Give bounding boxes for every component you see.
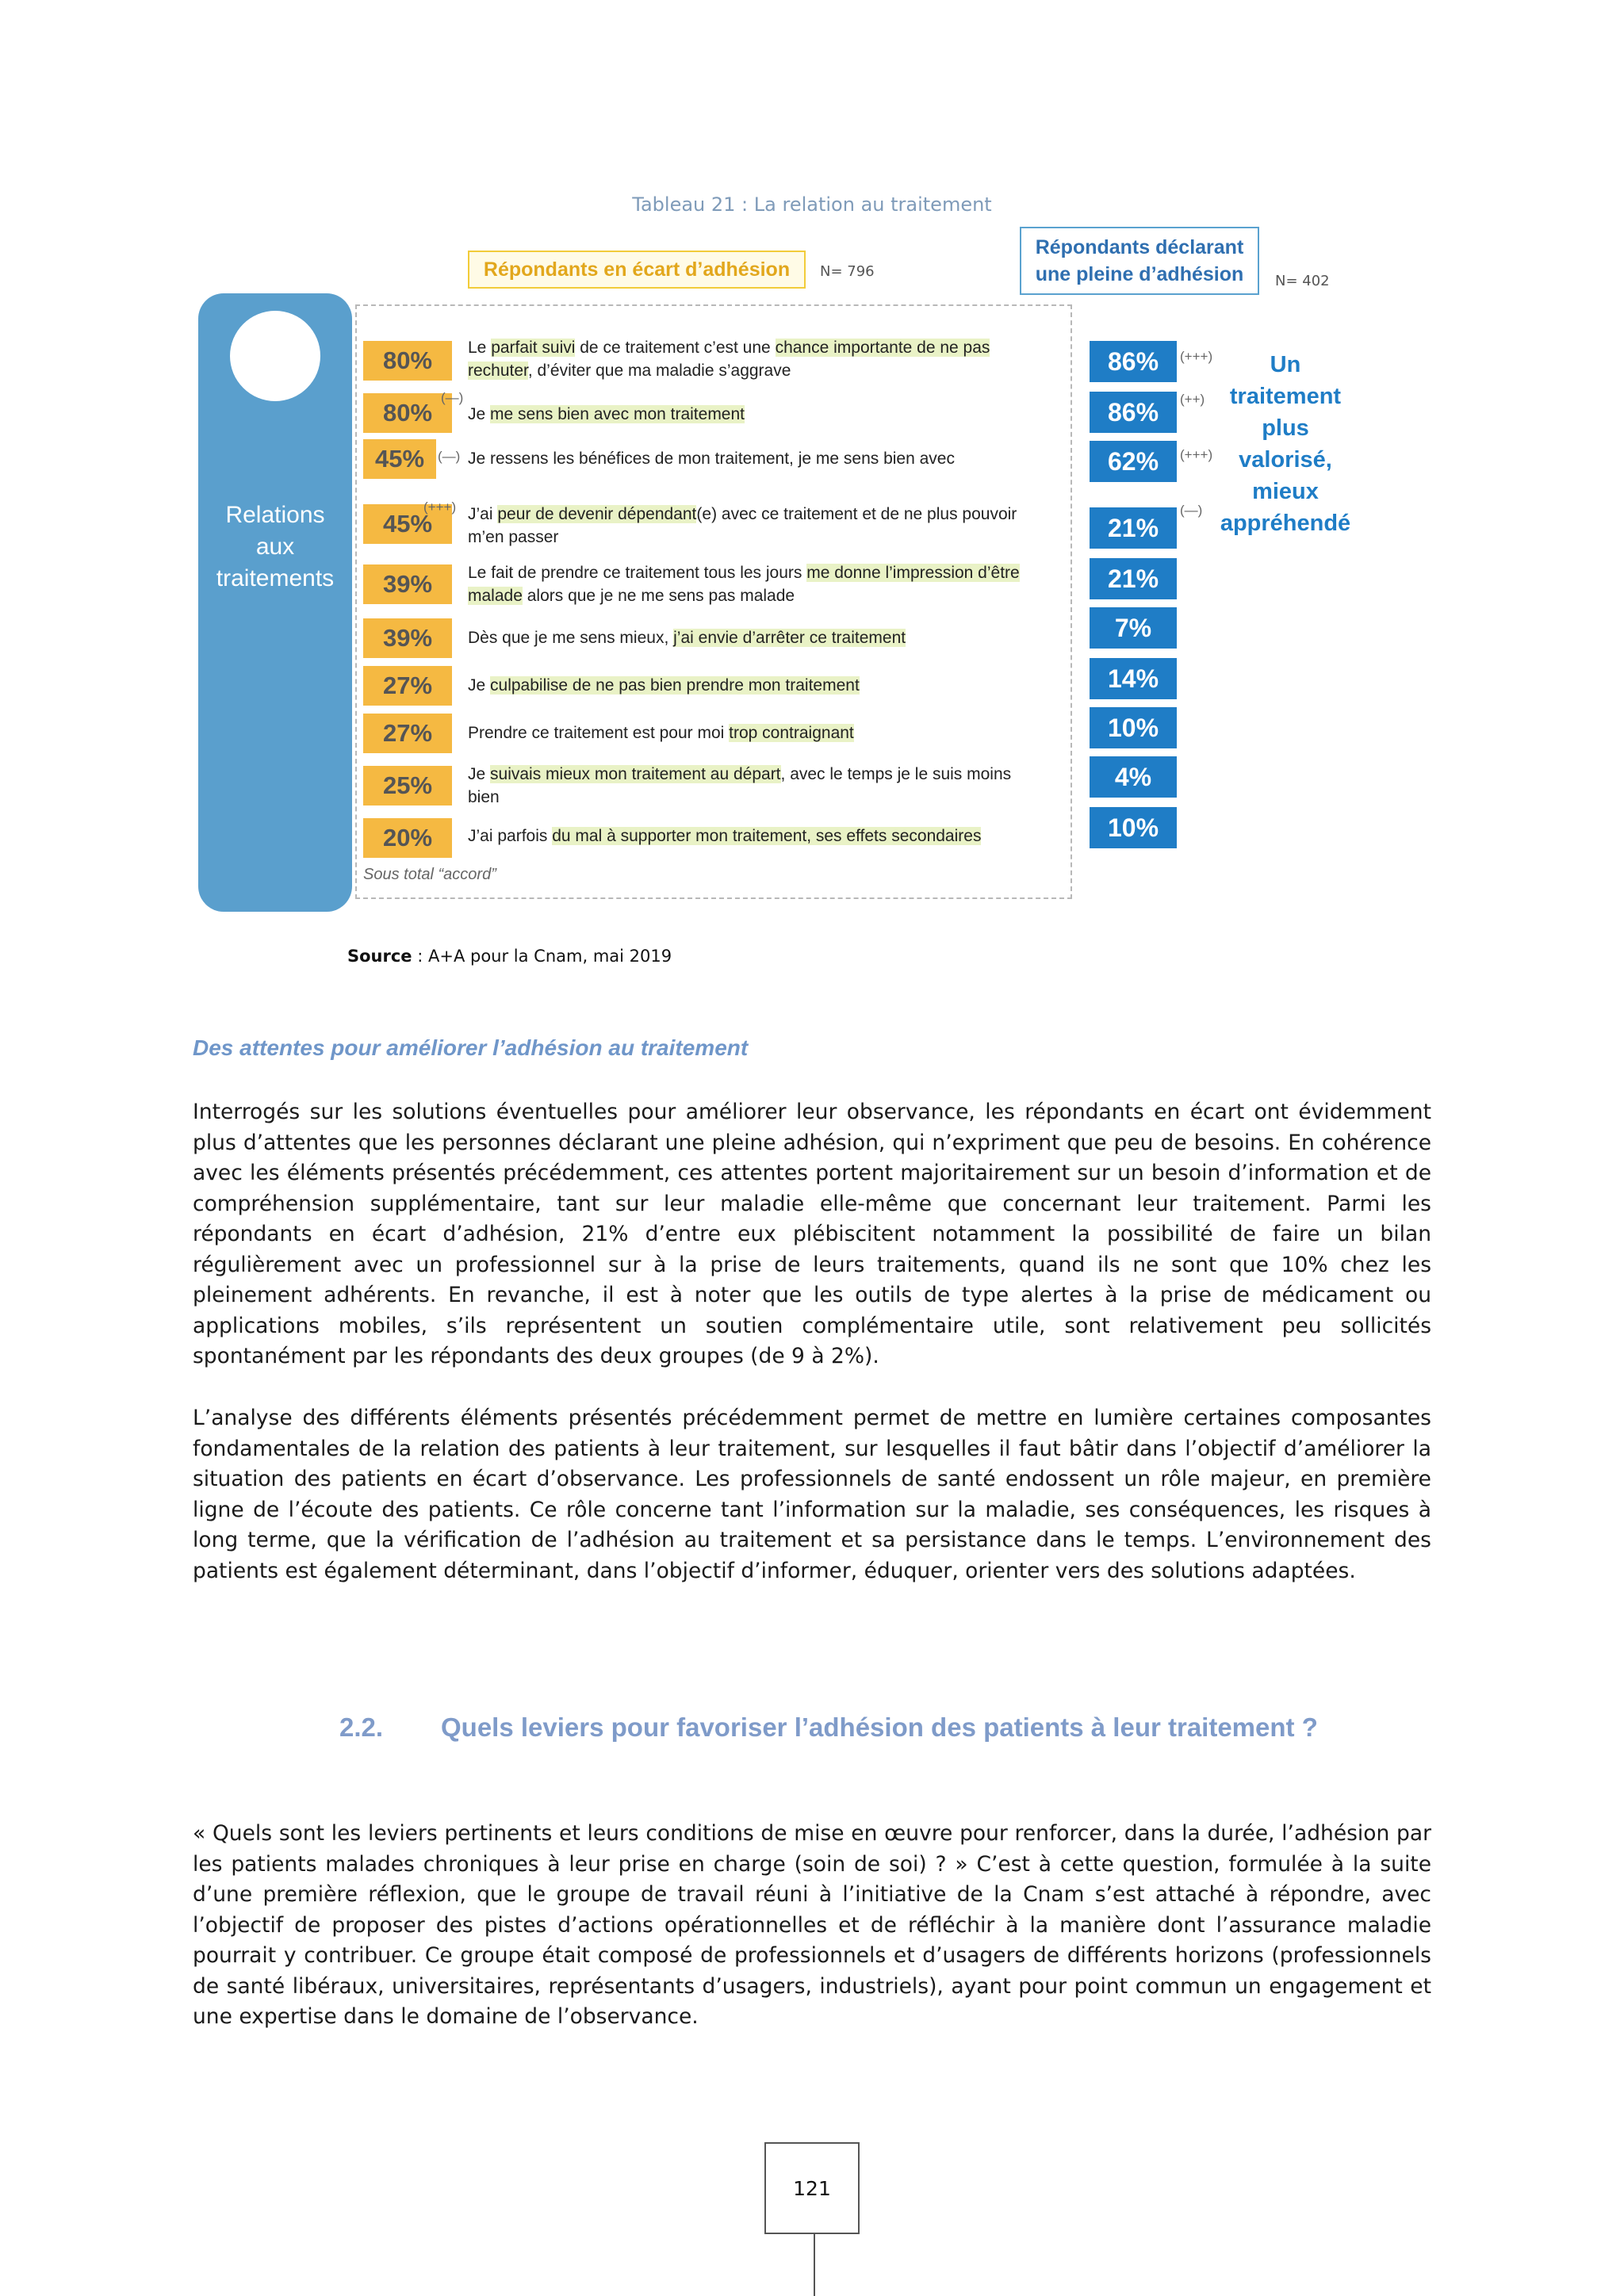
statement-4: J’ai peur de devenir dépendant(e) avec ce traitement et de ne plus pouvoir m’en passer xyxy=(468,505,1017,546)
statement-3: Je ressens les bénéfices de mon traitement, je me sens bien avec xyxy=(468,450,955,468)
statement-9: Je suivais mieux mon traitement au départ, avec le temps je le suis moins bien xyxy=(468,765,1012,806)
right-pct: 86% xyxy=(1090,341,1177,382)
paragraph-3: « Quels sont les leviers pertinents et leurs conditions de mise en œuvre pour renforcer, dans la durée, l’adhésion par les patients malades chroniques à leur prise en charge (soin de soi) ? » C’est à cette question, formulée à la suite d’une première réflexion, que le groupe de travail réuni à l’initiative de la Cnam s’est attaché à répondre, avec l’objectif de proposer des pistes d’actions opérationnelles et de réfléchir à la manière dont l’assurance maladie pourrait y contribuer. Ce groupe était composé de professionnels et d’usagers de différents horizons (professionnels de santé libéraux, universitaires, représentants d’usagers, industriels), ayant pour point commun un engagement et une expertise dans le domaine de l’observance. xyxy=(193,1821,1431,2029)
right-side-note xyxy=(1210,349,1361,539)
left-group-label: Répondants en écart d’adhésion xyxy=(468,251,806,289)
left-group-n: N= 796 xyxy=(820,263,875,280)
right-pct: 86% xyxy=(1090,392,1177,433)
right-note-line5: mieux xyxy=(1252,479,1319,504)
right-note-line2: traitement xyxy=(1229,384,1342,409)
left-pct: 80% xyxy=(363,341,452,381)
section-title: Des attentes pour améliorer l’adhésion au traitement xyxy=(193,1035,749,1060)
right-pct: 14% xyxy=(1090,658,1177,699)
page-number-line xyxy=(814,2234,815,2296)
right-note-line3: plus xyxy=(1262,415,1309,441)
statement-8: Prendre ce traitement est pour moi trop contraignant xyxy=(468,724,854,742)
section2-title: Quels leviers pour favoriser l’adhésion des patients à leur traitement ? xyxy=(441,1712,1318,1742)
right-group-n: N= 402 xyxy=(1275,273,1330,289)
side-label-line1: Relations xyxy=(225,502,325,528)
right-group-label-line2: une pleine d’adhésion xyxy=(1035,263,1244,285)
left-pct: 45% xyxy=(363,439,436,479)
left-pct: 39% xyxy=(363,618,452,658)
side-panel xyxy=(198,293,352,912)
statement-7: Je culpabilise de ne pas bien prendre mon traitement xyxy=(468,676,860,695)
statement-5: Le fait de prendre ce traitement tous les jours me donne l’impression d’être malade alors que je ne me sens pas malade xyxy=(468,564,1020,605)
right-pct: 4% xyxy=(1090,756,1177,798)
right-note-line4: valorisé, xyxy=(1239,447,1332,473)
source-label: Source xyxy=(347,947,412,966)
left-pct: 25% xyxy=(363,766,452,806)
right-pct: 10% xyxy=(1090,707,1177,748)
source-text: : A+A pour la Cnam, mai 2019 xyxy=(412,947,672,966)
section2-number: 2.2. xyxy=(339,1712,384,1742)
right-mark: (—) xyxy=(1180,503,1203,518)
statement-6: Dès que je me sens mieux, j’ai envie d’arrêter ce traitement xyxy=(468,629,906,647)
right-pct: 21% xyxy=(1090,507,1177,549)
page-number: 121 xyxy=(764,2142,860,2234)
left-mark: (+++) xyxy=(423,499,457,515)
left-pct: 39% xyxy=(363,564,452,604)
right-pct: 21% xyxy=(1090,558,1177,599)
right-pct: 62% xyxy=(1090,441,1177,482)
right-group-label-line1: Répondants déclarant xyxy=(1035,236,1244,258)
left-mark: (—) xyxy=(438,449,461,464)
left-pct: 27% xyxy=(363,714,452,753)
left-pct: 80% xyxy=(363,393,452,433)
side-label-line3: traitements xyxy=(216,565,335,591)
side-label-line2: aux xyxy=(255,534,295,560)
right-mark: (+++) xyxy=(1180,349,1213,364)
right-pct: 10% xyxy=(1090,807,1177,848)
right-group-label xyxy=(1020,227,1259,295)
left-pct: 45% xyxy=(363,504,452,544)
right-mark: (++) xyxy=(1180,392,1205,407)
statement-1: Le parfait suivi de ce traitement c’est une chance importante de ne pas rechuter, d’éviter que ma maladie s’aggrave xyxy=(468,339,990,380)
right-note-line6: appréhendé xyxy=(1220,511,1351,536)
right-pct: 7% xyxy=(1090,607,1177,649)
side-panel-circle xyxy=(230,311,320,401)
left-pct: 20% xyxy=(363,818,452,858)
right-note-line1: Un xyxy=(1270,352,1301,377)
paragraph-2: L’analyse des différents éléments présentés précédemment permet de mettre en lumière certaines composantes fondamentales de la relation des patients à leur traitement, sur lesquelles il faut bâtir dans l’objectif d’améliorer la situation des patients en écart d’observance. Les professionnels de santé endossent un rôle majeur, en première ligne de l’écoute des patients. Ce rôle concerne tant l’information sur la maladie, ses conséquences, les risques à long terme, que la vérification de l’adhésion au traitement et sa persistance dans le temps. L’environnement des patients est également déterminant, dans l’objectif d’informer, éduquer, orienter vers des solutions adaptées. xyxy=(193,1406,1431,1583)
side-panel-label xyxy=(198,499,352,595)
source-line xyxy=(347,947,672,966)
right-mark: (+++) xyxy=(1180,447,1213,462)
subtotal-label: Sous total “accord” xyxy=(363,866,496,883)
paragraph-1: Interrogés sur les solutions éventuelles pour améliorer leur observance, les répondants en écart ont évidemment plus d’attentes que les personnes déclarant une pleine adhésion, qui n’expriment que peu de besoins. En cohérence avec les éléments présentés précédemment, ces attentes portent majoritairement sur un besoin d’information et de compréhension supplémentaire, tant sur leur maladie elle-même que concernant leur traitement. Parmi les répondants en écart d’adhésion, 21% d’entre eux plébiscitent notamment la possibilité de faire un bilan régulièrement avec un professionnel sur à la prise de leurs traitements, quand ils ne sont que 10% chez les pleinement adhérents. En revanche, il est à noter que les outils de type alertes à la prise de médicament ou applications mobiles, s’ils représentent un soutien complémentaire utile, sont relativement peu sollicités spontanément par les répondants des deux groupes (de 9 à 2%). xyxy=(193,1100,1431,1368)
left-pct: 27% xyxy=(363,666,452,706)
statement-10: J’ai parfois du mal à supporter mon traitement, ses effets secondaires xyxy=(468,827,982,845)
statement-2: Je me sens bien avec mon traitement xyxy=(468,405,745,423)
figure-caption: Tableau 21 : La relation au traitement xyxy=(632,193,992,216)
left-mark: (—) xyxy=(441,390,464,405)
